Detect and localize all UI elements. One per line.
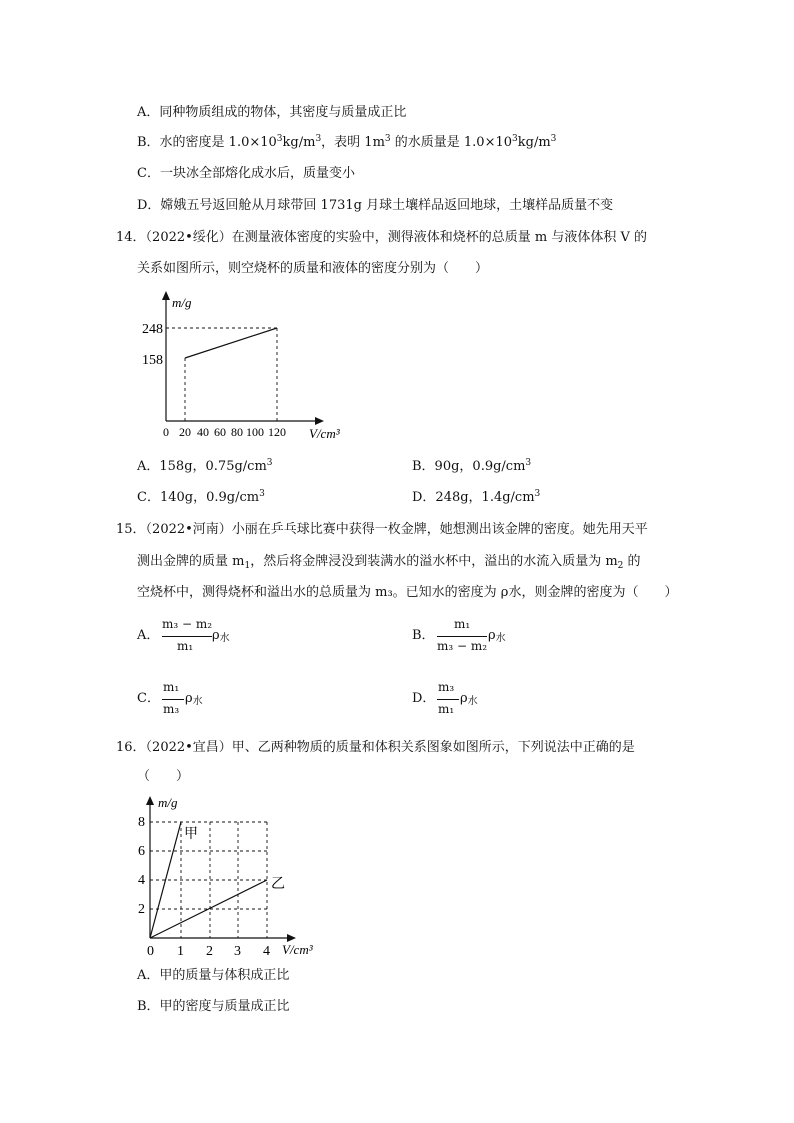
q13-option-d: D．嫦娥五号返回舱从月球带回 1731g 月球土壤样品返回地球，土壤样品质量不变 — [137, 198, 614, 213]
q16-ytick: 8 — [138, 815, 145, 830]
q14-option-a: A．158g，$0.75g/cm^3$ — [137, 458, 273, 474]
q16-option-b: B．甲的密度与质量成正比 — [137, 999, 290, 1014]
q16-label-yi: 乙 — [271, 877, 285, 892]
q14-data-line — [185, 328, 277, 358]
q15-option-c-rho: $\rho_水$ — [185, 691, 203, 707]
q15-option-d-label: D． — [412, 691, 436, 706]
q14-x-arrow — [315, 417, 324, 425]
q13-option-a: A．同种物质组成的物体，其密度与质量成正比 — [137, 105, 407, 120]
denominator: m₁ — [177, 639, 194, 653]
q16-y-label: m/g — [158, 795, 178, 810]
q16-series-yi — [150, 880, 267, 938]
q16-y-arrow — [146, 796, 154, 805]
q14-graph — [130, 285, 370, 445]
q16-x-label: V/cm³ — [282, 942, 313, 957]
q15-option-c-fraction — [162, 680, 186, 720]
q16-xtick: 3 — [234, 944, 241, 959]
q14-x-label: V/cm³ — [309, 426, 340, 441]
q15-option-a-rho: $\rho_水$ — [212, 628, 230, 644]
q14-option-d: D．248g，$1.4g/cm^3$ — [412, 489, 541, 505]
q15-option-c-label: C． — [137, 691, 160, 706]
q16-label-jia: 甲 — [184, 827, 198, 842]
q16-xtick: 1 — [177, 944, 184, 959]
q14-xtick: 80 — [231, 425, 243, 439]
q16-ytick: 2 — [138, 902, 145, 917]
fraction-bar — [162, 636, 212, 637]
q15-option-a-label: A． — [137, 628, 160, 643]
denominator: m₃ − m₂ — [437, 639, 488, 653]
q16-grid — [150, 822, 267, 938]
q16-xtick: 2 — [206, 944, 213, 959]
q16-xtick: 4 — [263, 944, 270, 959]
denominator: m₃ — [163, 702, 180, 716]
q16-graph — [130, 790, 340, 965]
q16-ytick: 6 — [138, 844, 145, 859]
q15-option-b-label: B． — [412, 628, 435, 643]
q15-stem-line1: 15．（2022•河南）小丽在乒乓球比赛中获得一枚金牌，她想测出该金牌的密度。她先用天平 — [116, 522, 648, 537]
q14-xtick: 0 — [163, 425, 169, 439]
q15-option-d-rho: $\rho_水$ — [460, 691, 478, 707]
q15-option-a-fraction — [162, 617, 214, 657]
q14-xtick: 40 — [197, 425, 209, 439]
denominator: m₁ — [438, 702, 455, 716]
numerator: m₁ — [163, 680, 180, 694]
q13-option-c: C．一块冰全部熔化成水后，质量变小 — [137, 166, 355, 181]
q14-stem-line1: 14．（2022•绥化）在测量液体密度的实验中，测得液体和烧杯的总质量 m 与液体体积 V 的 — [116, 230, 648, 245]
fraction-bar — [437, 636, 487, 637]
q14-xtick: 20 — [179, 425, 191, 439]
q15-option-d-fraction — [437, 680, 461, 720]
q14-xtick: 120 — [268, 425, 286, 439]
q14-xtick: 100 — [246, 425, 264, 439]
numerator: m₃ − m₂ — [162, 617, 213, 631]
q16-option-a: A．甲的质量与体积成正比 — [137, 968, 290, 983]
q15-stem-line2: 测出金牌的质量 $m_1$，然后将金牌浸没到装满水的溢水杯中，溢出的水流入质量为 $m_2$ 的 — [137, 554, 641, 571]
fraction-bar — [437, 699, 459, 700]
q14-option-b: B．90g，$0.9g/cm^3$ — [412, 458, 532, 474]
q13-option-b: B．水的密度是 $1.0\times 10^3kg/m^3$，表明 $1m^3$ 的水质量是 $1.0\times 10^3kg/m^3$ — [137, 134, 557, 150]
numerator: m₃ — [438, 680, 455, 694]
q16-stem-line1: 16．（2022•宜昌）甲、乙两种物质的质量和体积关系图象如图所示，下列说法中正确的是 — [116, 740, 635, 755]
q15-option-b-fraction — [437, 617, 489, 657]
q14-ytick-248: 248 — [142, 322, 163, 337]
q15-stem-line3: 空烧杯中，测得烧杯和溢出水的总质量为 m₃。已知水的密度为 ρ水，则金牌的密度为（ ） — [137, 585, 678, 600]
q16-stem-line2: （ ） — [137, 769, 190, 784]
q16-x-arrow — [287, 934, 296, 942]
q14-xtick: 60 — [214, 425, 226, 439]
q14-y-label: m/g — [172, 295, 192, 310]
q16-xtick: 0 — [147, 944, 154, 959]
numerator: m₁ — [454, 617, 471, 631]
q14-y-arrow — [162, 291, 170, 300]
q14-stem-line2: 关系如图所示，则空烧杯的质量和液体的密度分别为（ ） — [137, 261, 489, 276]
q15-option-b-rho: $\rho_水$ — [488, 628, 506, 644]
q16-ytick: 4 — [138, 873, 145, 888]
q14-ytick-158: 158 — [142, 353, 163, 368]
q14-option-c: C．140g，$0.9g/cm^3$ — [137, 489, 265, 505]
fraction-bar — [162, 699, 184, 700]
